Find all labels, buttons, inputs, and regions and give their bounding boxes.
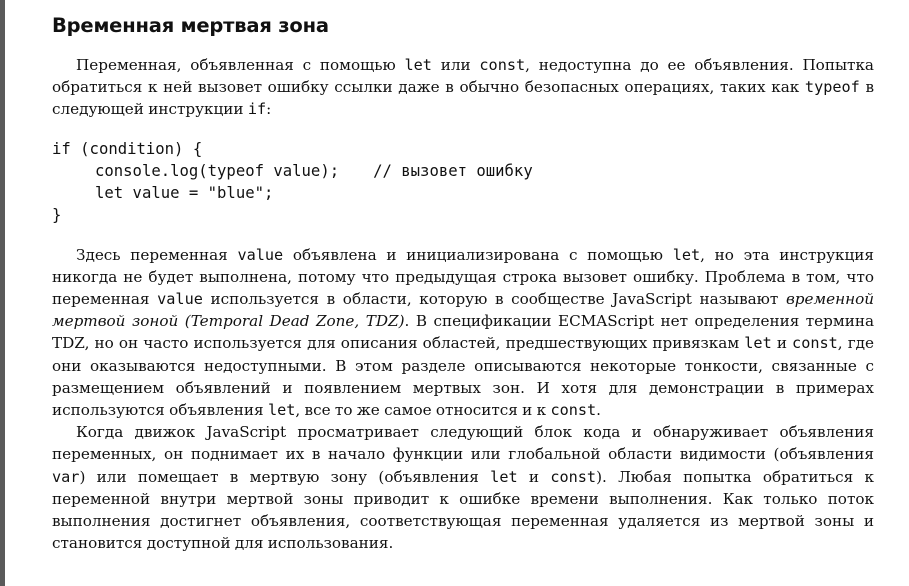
code-line	[52, 182, 874, 204]
text-run: Когда движок JavaScript просматривает следующий блок кода и обнаруживает объявления переменных, он поднимает их в начало функции или глобальной области видимости (объявления	[52, 423, 874, 464]
inline-code: typeof	[804, 78, 860, 97]
inline-code: value	[237, 245, 284, 264]
code-line: }	[52, 205, 62, 224]
inline-code: const	[550, 467, 597, 486]
code-comment: // вызовет ошибку	[373, 161, 533, 180]
code-line: if (condition) {	[52, 139, 203, 158]
inline-code: value	[157, 290, 203, 309]
inline-code: var	[52, 467, 80, 486]
intro-paragraph	[52, 54, 874, 121]
inline-code: let	[404, 56, 432, 74]
text-run: Переменная, объявленная с помощью	[76, 56, 405, 74]
text-run: объявлена и инициализирована с помощью	[283, 245, 673, 264]
inline-code: const	[479, 56, 526, 74]
page-edge-rule	[0, 0, 5, 586]
text-run: ) или помещает в мертвую зону (объявления	[79, 467, 491, 486]
text-run: используется в области, которую в сообществе JavaScript называют	[202, 290, 786, 309]
inline-code: let	[744, 334, 772, 353]
inline-code: if	[247, 100, 267, 119]
italic-term: временной мертвой зоной (Temporal Dead Zone, TDZ)	[52, 290, 874, 331]
inline-code: let	[672, 245, 701, 264]
text-run: в следующей инструкции	[52, 78, 874, 119]
code-block	[52, 138, 874, 226]
text-run: и	[517, 467, 551, 486]
inline-code: const	[550, 401, 597, 420]
text-run: , но эта инструкция никогда не будет выполнена, потому что предыдущая строка вызовет ошибку. Проблема в том, что переменная	[52, 245, 874, 309]
code-statement: let value = "blue";	[95, 183, 274, 202]
text-run: .	[596, 401, 601, 420]
inline-code: let	[490, 467, 518, 486]
text-run: :	[266, 100, 272, 119]
text-run: Здесь переменная	[76, 245, 238, 264]
inline-code: const	[792, 334, 838, 353]
text-run: , где они оказываются недоступными. В этом разделе описываются некоторые тонкости, связанные с размещением объявлений и появлением мертвых зон. И хотя для демонстрации в примерах используются объявления	[52, 334, 874, 420]
text-run: и	[771, 334, 793, 353]
text-run: , все то же самое относится и к	[295, 401, 551, 420]
document-page	[52, 12, 874, 554]
text-run: или	[431, 56, 480, 74]
body-paragraph	[52, 244, 874, 422]
text-run: ). Любая попытка обратиться к переменной внутри мертвой зоны приводит к ошибке времени выполнения. Как только поток выполнения достигнет объявления, соответствующая переменная удаляется из мертвой зоны и становится доступной для использования.	[52, 467, 874, 553]
text-run: , недоступна до ее объявления. Попытка обратиться к ней вызовет ошибку ссылки даже в обычно безопасных операциях, таких как	[52, 56, 874, 97]
code-line	[52, 160, 874, 182]
section-heading: Временная мертвая зона	[52, 14, 329, 37]
inline-code: let	[267, 401, 296, 420]
text-run: . В спецификации ECMAScript нет определения термина TDZ, но он часто используется для описания областей, предшествующих привязкам	[52, 312, 874, 353]
code-statement: console.log(typeof value);	[95, 161, 340, 180]
body-paragraph	[52, 421, 874, 554]
